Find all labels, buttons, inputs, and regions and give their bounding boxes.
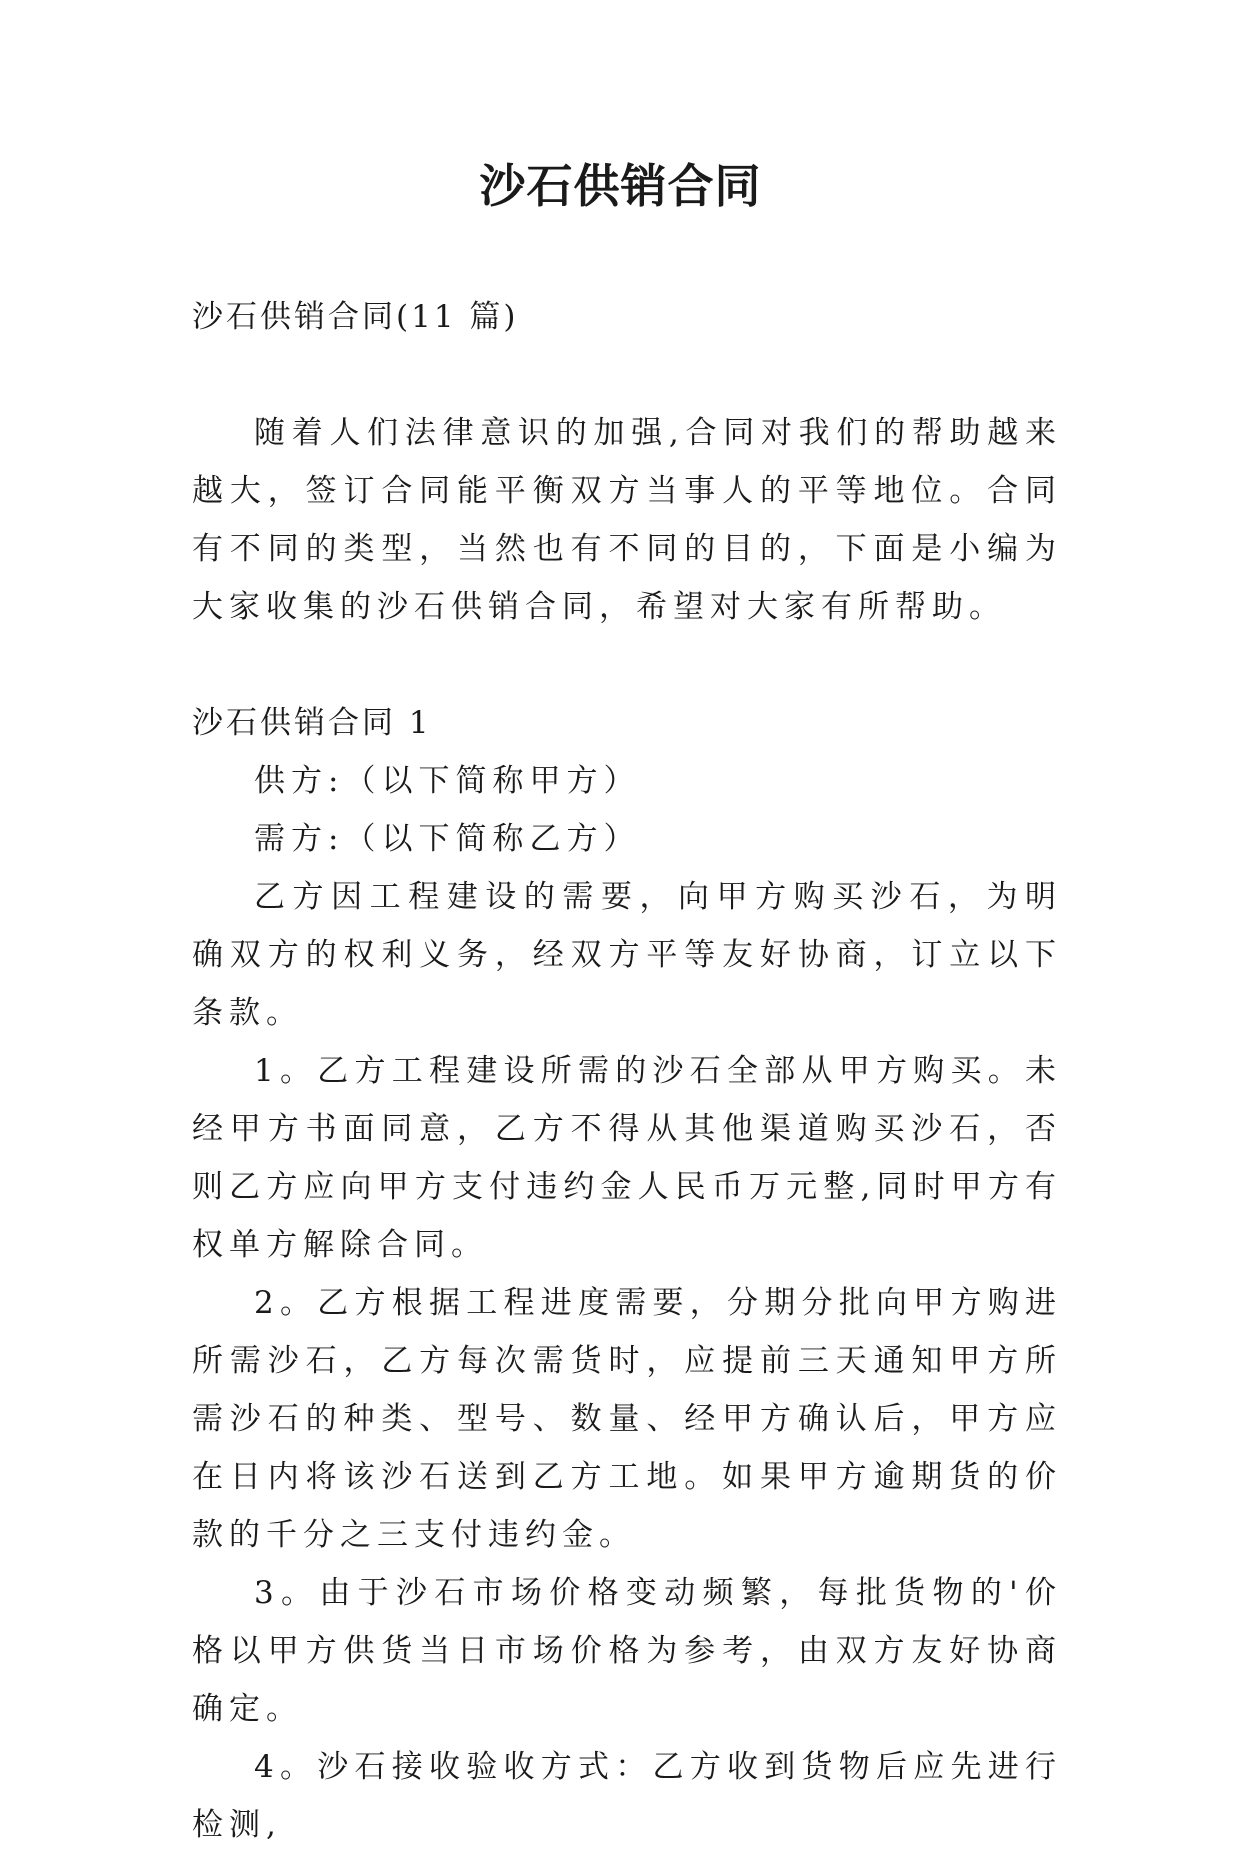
clause-3: 3。由于沙石市场价格变动频繁，每批货物的'价格以甲方供货当日市场价格为参考，由双方友好协商确定。 (192, 1575, 1062, 1727)
section-title: 沙石供销合同 1 (192, 705, 432, 741)
document-subtitle: 沙石供销合同(11 篇) (192, 299, 519, 335)
paragraph-purpose: 乙方因工程建设的需要，向甲方购买沙石，为明确双方的权利义务，经双方平等友好协商，订立以下条款。 (192, 879, 1062, 1031)
page-title: 沙石供销合同 (479, 159, 762, 213)
intro-paragraph: 随着人们法律意识的加强,合同对我们的帮助越来越大，签订合同能平衡双方当事人的平等地位。合同有不同的类型，当然也有不同的目的，下面是小编为大家收集的沙石供销合同，希望对大家有所帮助。 (192, 415, 1062, 625)
clause-1: 1。乙方工程建设所需的沙石全部从甲方购买。未经甲方书面同意，乙方不得从其他渠道购买沙石，否则乙方应向甲方支付违约金人民币万元整,同时甲方有权单方解除合同。 (192, 1053, 1062, 1263)
clause-4: 4。沙石接收验收方式：乙方收到货物后应先进行检测, (192, 1749, 1062, 1843)
spacer (192, 346, 1062, 404)
paragraph-supplier: 供方:（以下简称甲方） (254, 763, 641, 799)
clause-2: 2。乙方根据工程进度需要，分期分批向甲方购进所需沙石，乙方每次需货时，应提前三天通知甲方所需沙石的种类、型号、数量、经甲方确认后，甲方应在日内将该沙石送到乙方工地。如果甲方逾期货的价款的千分之三支付违约金。 (192, 1285, 1062, 1553)
spacer (192, 636, 1062, 694)
paragraph-buyer: 需方:（以下简称乙方） (254, 821, 641, 857)
document-body (192, 288, 1062, 1854)
